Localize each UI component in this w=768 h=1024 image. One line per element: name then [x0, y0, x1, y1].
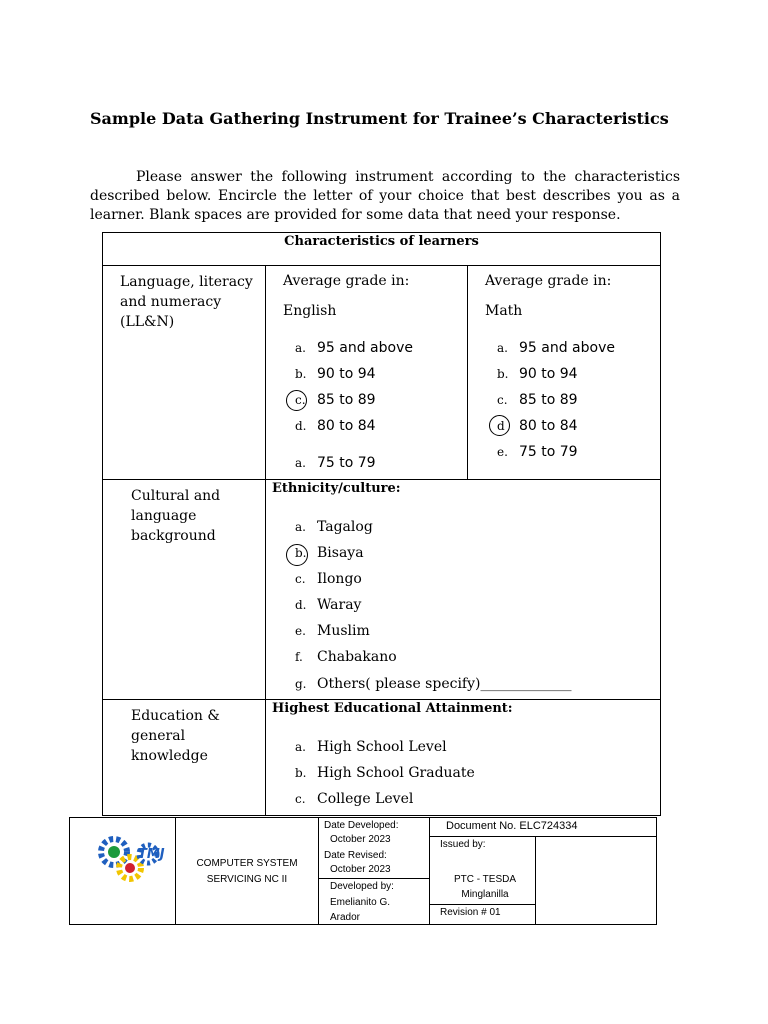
option-letter[interactable]: e.: [295, 624, 306, 638]
circled-answer-mark: [286, 390, 307, 411]
option-text: 75 to 79: [519, 444, 578, 460]
option-text: Waray: [317, 597, 362, 613]
option-letter[interactable]: c.: [295, 572, 306, 586]
option-text: 90 to 94: [519, 366, 578, 382]
option-text: High School Level: [317, 739, 447, 755]
education-label: Education & general knowledge: [131, 708, 220, 764]
option-text: 90 to 94: [317, 366, 376, 382]
lln-label: Language, literacy and numeracy (LL&N): [120, 274, 253, 330]
issuer-name: PTC - TESDA Minglanilla: [453, 874, 517, 900]
option-letter[interactable]: d.: [295, 598, 307, 612]
option-letter[interactable]: f.: [295, 650, 303, 664]
option-letter[interactable]: c.: [295, 393, 306, 407]
culture-heading: Ethnicity/culture:: [272, 481, 401, 496]
option-text: Ilongo: [317, 571, 362, 587]
tmj-logo: [94, 830, 168, 892]
date-revised-label: Date Revised:: [324, 850, 387, 861]
table-header: Characteristics of learners: [284, 234, 479, 249]
math-heading: Average grade in:: [485, 273, 612, 289]
option-text: 85 to 89: [519, 392, 578, 408]
issued-by-label: Issued by:: [440, 839, 486, 850]
developed-by-label: Developed by:: [330, 881, 394, 892]
instructions-paragraph: Please answer the following instrument according to the characteristics described below. Encircle the letter of your choice that best describes you as a learner. Blank spaces are provided for some data that need your response.: [90, 169, 680, 223]
circled-answer-mark: [286, 544, 308, 566]
option-letter[interactable]: g.: [295, 677, 307, 691]
course-title: COMPUTER SYSTEM SERVICING NC II: [196, 858, 298, 885]
option-text: Tagalog: [317, 519, 373, 535]
option-letter[interactable]: b.: [295, 367, 307, 381]
education-heading: Highest Educational Attainment:: [272, 701, 513, 716]
english-subject: English: [283, 303, 337, 319]
option-text: Muslim: [317, 623, 370, 639]
option-letter[interactable]: c.: [295, 792, 306, 806]
developer-name: Emelianito G. Arador: [330, 897, 391, 923]
option-letter[interactable]: d: [497, 419, 505, 433]
option-text: 75 to 79: [317, 455, 376, 471]
english-heading: Average grade in:: [283, 273, 410, 289]
option-letter[interactable]: b.: [497, 367, 509, 381]
option-letter[interactable]: c.: [497, 393, 508, 407]
document-title: Sample Data Gathering Instrument for Trainee’s Characteristics: [90, 109, 669, 128]
option-text: 95 and above: [317, 340, 413, 356]
date-developed-label: Date Developed:: [324, 820, 399, 831]
logo-text: TMJ: [138, 847, 165, 862]
option-letter[interactable]: a.: [295, 341, 306, 355]
circled-answer-mark: [489, 415, 510, 436]
date-developed: October 2023: [330, 834, 391, 845]
option-text: High School Graduate: [317, 765, 475, 781]
option-letter[interactable]: a.: [295, 740, 306, 754]
option-text: Bisaya: [317, 545, 364, 561]
date-revised: October 2023: [330, 864, 391, 875]
option-text: College Level: [317, 791, 414, 807]
option-letter[interactable]: d.: [295, 419, 307, 433]
option-letter[interactable]: b.: [295, 766, 307, 780]
culture-label: Cultural and language background: [131, 488, 221, 544]
option-text: Others( please specify)_____________: [317, 676, 572, 692]
option-letter[interactable]: e.: [497, 445, 508, 459]
option-text: Chabakano: [317, 649, 397, 665]
option-text: 80 to 84: [519, 418, 578, 434]
option-letter[interactable]: a.: [295, 520, 306, 534]
revision-number: Revision # 01: [440, 907, 501, 918]
option-letter[interactable]: a.: [295, 456, 306, 470]
option-text: 95 and above: [519, 340, 615, 356]
option-letter[interactable]: b.: [295, 546, 307, 560]
option-text: 85 to 89: [317, 392, 376, 408]
option-letter[interactable]: a.: [497, 341, 508, 355]
document-number: Document No. ELC724334: [446, 820, 578, 832]
option-text: 80 to 84: [317, 418, 376, 434]
math-subject: Math: [485, 303, 523, 319]
